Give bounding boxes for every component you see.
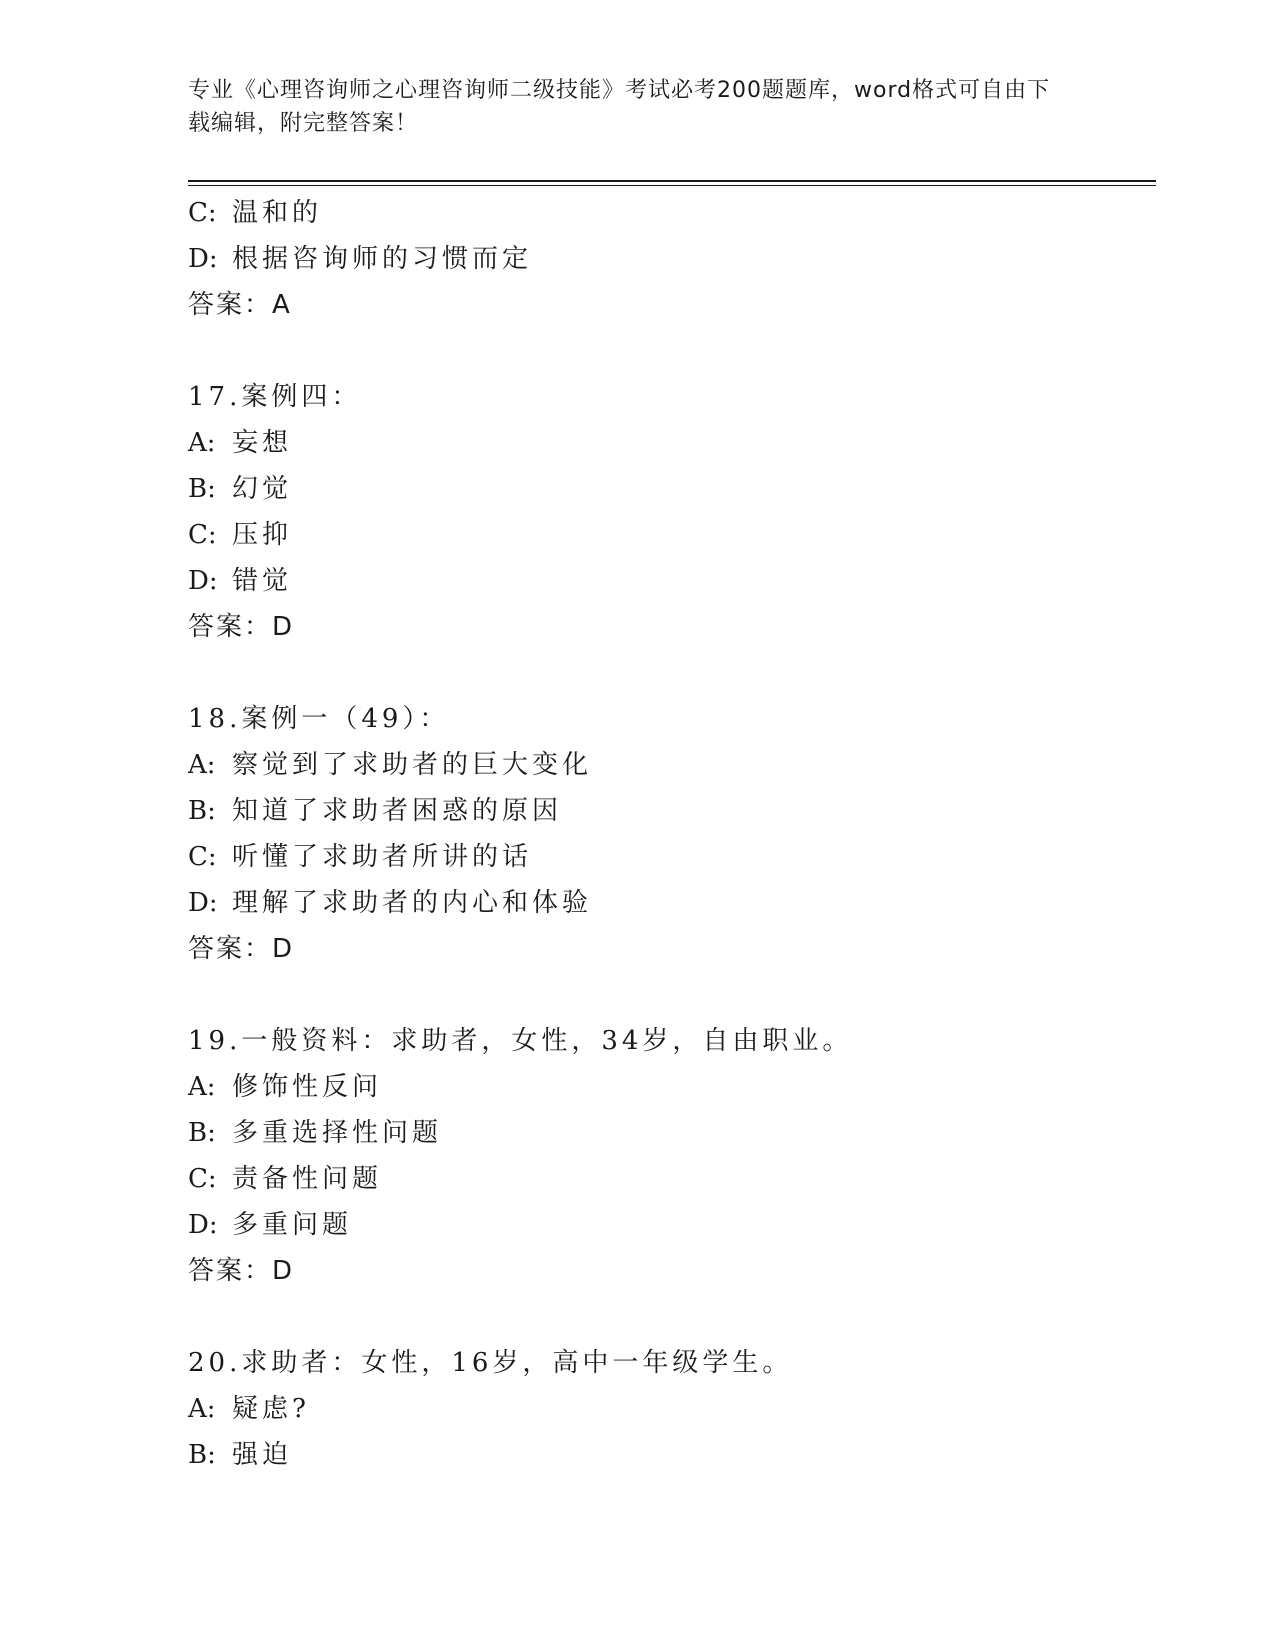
option-a: A: 疑虑? [188, 1394, 310, 1424]
option-a: A: 察觉到了求助者的巨大变化 [188, 750, 593, 780]
option-c: C: 压抑 [188, 520, 293, 550]
option-b: B: 强迫 [188, 1440, 293, 1470]
question-18 [188, 696, 1148, 972]
question-20 [188, 1340, 1148, 1478]
option-d: D: 错觉 [188, 566, 293, 596]
question-stem: 20.求助者：女性，16岁，高中一年级学生。 [188, 1348, 793, 1378]
option-c: C: 温和的 [188, 198, 323, 228]
header-divider-thick [188, 180, 1156, 182]
question-list [188, 190, 1148, 1478]
question-stem: 18.案例一（49）： [188, 704, 450, 734]
option-b: B: 多重选择性问题 [188, 1118, 443, 1148]
question-19 [188, 1018, 1148, 1294]
header-divider-thin [188, 185, 1156, 186]
answer-line: 答案：D [188, 612, 295, 642]
question-17 [188, 374, 1148, 650]
option-a: A: 修饰性反问 [188, 1072, 383, 1102]
spacer [188, 1294, 1148, 1340]
option-d: D: 多重问题 [188, 1210, 353, 1240]
option-b: B: 知道了求助者困惑的原因 [188, 796, 563, 826]
spacer [188, 650, 1148, 696]
option-d: D: 理解了求助者的内心和体验 [188, 888, 593, 918]
answer-line: 答案：A [188, 290, 292, 320]
question-stem: 19.一般资料：求助者，女性，34岁，自由职业。 [188, 1026, 853, 1056]
answer-line: 答案：D [188, 934, 295, 964]
option-c: C: 听懂了求助者所讲的话 [188, 842, 533, 872]
option-b: B: 幻觉 [188, 474, 293, 504]
option-a: A: 妄想 [188, 428, 293, 458]
page-header: 专业《心理咨询师之心理咨询师二级技能》考试必考200题题库，word格式可自由下载编辑，附完整答案！ [188, 78, 1051, 136]
spacer [188, 328, 1148, 374]
question-16-tail [188, 190, 1148, 328]
spacer [188, 972, 1148, 1018]
answer-line: 答案：D [188, 1256, 295, 1286]
question-stem: 17.案例四： [188, 382, 362, 412]
option-c: C: 责备性问题 [188, 1164, 383, 1194]
option-d: D: 根据咨询师的习惯而定 [188, 244, 533, 274]
